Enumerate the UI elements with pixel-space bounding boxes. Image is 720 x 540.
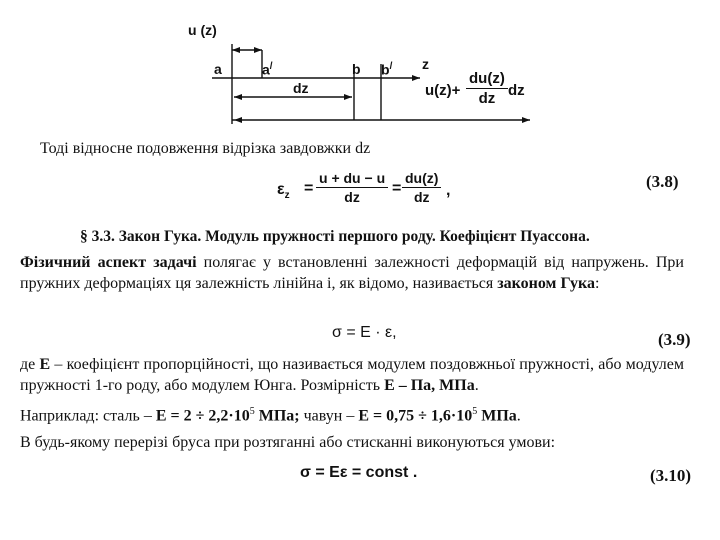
eq38-fraction1: $\frac{u + du - u}{dz}$ (316, 170, 388, 205)
paragraph-young-modulus: де E – коефіцієнт пропорційності, що називається модулем поздовжньої пружності, або модулем пружності 1-го роду, або модулем Юнга. Розмірність E – Па, МПа. (20, 356, 684, 394)
eq38-fraction2: $\frac{du(z)}{dz}$ (402, 170, 441, 205)
section-heading: § 3.3. Закон Гука. Модуль пружності першого роду. Коефіцієнт Пуассона. (80, 228, 590, 245)
eq310-number: (3.10) (650, 466, 692, 485)
eq38-equals: = (304, 180, 314, 197)
expr-u: u(z)+ (425, 82, 461, 99)
eq38-number: (3.8) (646, 172, 679, 191)
conditions-text: В будь-якому перерізі бруса при розтяганні або стисканні виконуються умови: (20, 434, 556, 451)
point-a-prime: a/ (262, 61, 273, 78)
intro-text: Тоді відносне подовження відрізка завдовжки dz (40, 140, 371, 157)
example-line: Наприклад: сталь – $E = 2 \div 2,2\cdot 10^5$ МПа; чавун – $E = 0,75 \div 1,6\cdot 10^5$ МПа. (20, 406, 521, 425)
expr-dz: dz (508, 82, 525, 99)
point-b: b (352, 61, 361, 77)
paragraph-physical-aspect: Фізичний аспект задачі полягає у встановленні залежності деформацій від напружень. При пружних деформаціях ця залежність лінійна і, як відомо, називається законом Гука: (20, 254, 684, 292)
eq38-lhs: $\varepsilon_z$ (277, 181, 290, 202)
axis-z: z (422, 56, 429, 72)
eq38-equals2: = (392, 180, 402, 197)
point-a: a (214, 61, 222, 77)
u-label: u (z) (188, 22, 217, 38)
point-b-prime: b/ (381, 61, 393, 78)
expr-fraction: $\frac{du(z)}{dz}$ (466, 70, 508, 107)
eq39-formula: σ = E · ε, (332, 324, 397, 341)
dz-label: dz (293, 80, 309, 96)
eq310-formula: σ = Eε = const . (300, 464, 418, 481)
eq39-number: (3.9) (658, 330, 691, 349)
